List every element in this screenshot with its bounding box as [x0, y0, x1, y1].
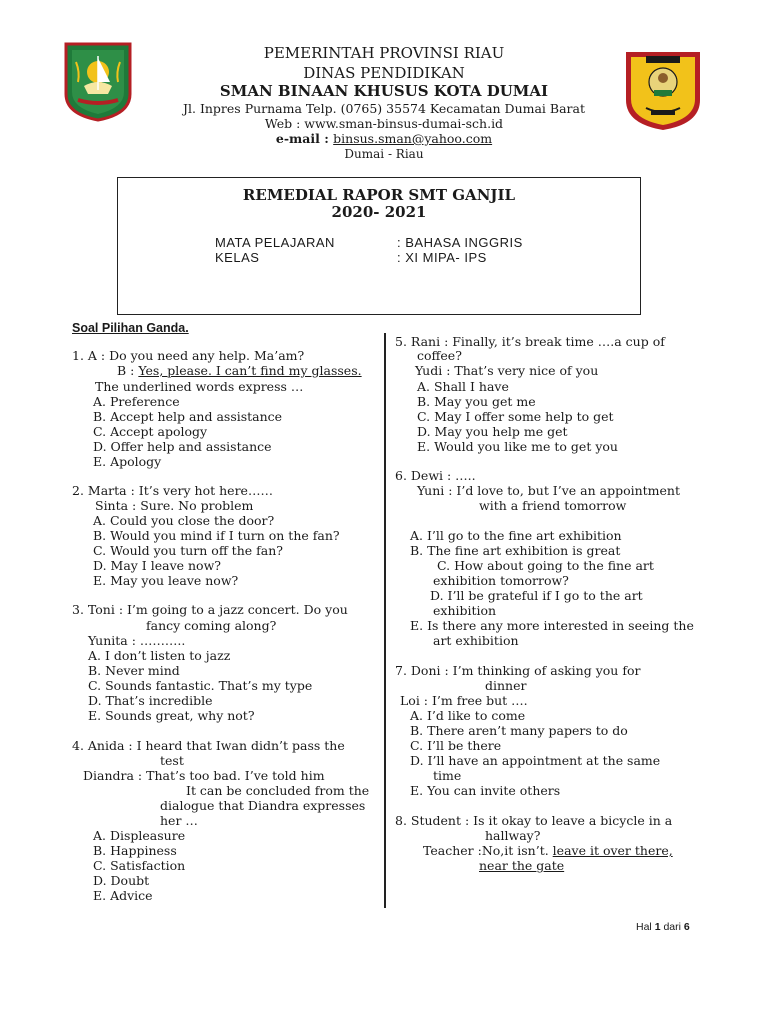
- page-hal-label: Hal: [636, 921, 655, 933]
- header-email-line: [0, 131, 768, 146]
- q8-line-4: [479, 858, 564, 873]
- q4-line-1: 4. Anida : I heard that Iwan didn’t pass the: [72, 738, 345, 753]
- q1-prompt: The underlined words express …: [95, 379, 304, 394]
- q4-line-3: Diandra : That’s too bad. I’ve told him: [83, 768, 325, 783]
- header-department: DINAS PENDIDIKAN: [303, 64, 465, 82]
- page-number: [636, 921, 690, 933]
- q5-option-d[interactable]: D. May you help me get: [417, 424, 568, 439]
- q3-line-2: fancy coming along?: [146, 618, 277, 633]
- q8-line-3: [423, 843, 673, 858]
- header-city: Dumai - Riau: [344, 147, 424, 161]
- q6-option-e-cont: art exhibition: [433, 633, 519, 648]
- q5-option-c[interactable]: C. May I offer some help to get: [417, 409, 614, 424]
- q8-line-1: 8. Student : Is it okay to leave a bicycle in a: [395, 813, 673, 828]
- q3-option-a[interactable]: A. I don’t listen to jazz: [88, 648, 231, 663]
- q6-line-1: 6. Dewi : …..: [395, 468, 476, 483]
- q6-option-d-cont: exhibition: [433, 603, 497, 618]
- q7-line-2: dinner: [485, 678, 527, 693]
- q7-option-d-cont: time: [433, 768, 462, 783]
- q6-option-d[interactable]: D. I’ll be grateful if I go to the art: [430, 588, 643, 603]
- q1-option-a[interactable]: A. Preference: [93, 394, 180, 409]
- q4-option-e[interactable]: E. Advice: [93, 888, 153, 903]
- header-school-name: SMAN BINAAN KHUSUS KOTA DUMAI: [219, 82, 549, 100]
- q2-line-2: Sinta : Sure. No problem: [95, 498, 254, 513]
- q8-teacher: Teacher :No,it isn’t.: [423, 843, 553, 858]
- q7-line-3: Loi : I’m free but ….: [400, 693, 528, 708]
- q1-underlined: Yes, please. I can’t find my glasses.: [138, 363, 362, 378]
- q6-option-c[interactable]: C. How about going to the fine art: [437, 558, 654, 573]
- header-government: PEMERINTAH PROVINSI RIAU: [263, 44, 505, 62]
- q1-line-2: [117, 363, 362, 378]
- q6-line-3: with a friend tomorrow: [479, 498, 627, 513]
- page-dari-label: dari: [660, 921, 684, 933]
- q4-option-a[interactable]: A. Displeasure: [93, 828, 186, 843]
- q2-option-a[interactable]: A. Could you close the door?: [93, 513, 275, 528]
- q2-line-1: 2. Marta : It’s very hot here……: [72, 483, 273, 498]
- q7-option-d[interactable]: D. I’ll have an appointment at the same: [410, 753, 661, 768]
- q8-underlined-2: near the gate: [479, 858, 565, 873]
- q1-option-e[interactable]: E. Apology: [93, 454, 162, 469]
- section-title: Soal Pilihan Ganda.: [72, 321, 189, 335]
- q4-option-c[interactable]: C. Satisfaction: [93, 858, 186, 873]
- page-total: 6: [683, 921, 690, 933]
- q1-speaker-b: B :: [117, 363, 139, 378]
- q1-option-d[interactable]: D. Offer help and assistance: [93, 439, 272, 454]
- q2-option-e[interactable]: E. May you leave now?: [93, 573, 239, 588]
- q7-option-b[interactable]: B. There aren’t many papers to do: [410, 723, 628, 738]
- q1-option-c[interactable]: C. Accept apology: [93, 424, 208, 439]
- header-website: Web : www.sman-binsus-dumai-sch.id: [264, 116, 504, 131]
- q5-line-2: coffee?: [417, 348, 462, 363]
- q4-line-6: her …: [160, 813, 198, 828]
- q8-underlined-1: leave it over there,: [552, 843, 673, 858]
- q7-option-e[interactable]: E. You can invite others: [410, 783, 561, 798]
- q3-option-b[interactable]: B. Never mind: [88, 663, 180, 678]
- class-value: : XI MIPA- IPS: [397, 250, 487, 265]
- email-label: e-mail :: [275, 131, 334, 146]
- q2-option-c[interactable]: C. Would you turn off the fan?: [93, 543, 283, 558]
- q8-line-2: hallway?: [485, 828, 541, 843]
- q6-option-e[interactable]: E. Is there any more interested in seeing the: [410, 618, 694, 633]
- q5-line-1: 5. Rani : Finally, it’s break time ….a cup of: [395, 334, 665, 349]
- q4-line-2: test: [160, 753, 184, 768]
- q2-option-b[interactable]: B. Would you mind if I turn on the fan?: [93, 528, 340, 543]
- title-box: [117, 177, 641, 315]
- q3-option-e[interactable]: E. Sounds great, why not?: [88, 708, 255, 723]
- q5-option-e[interactable]: E. Would you like me to get you: [417, 439, 618, 454]
- q3-option-c[interactable]: C. Sounds fantastic. That’s my type: [88, 678, 313, 693]
- q5-option-b[interactable]: B. May you get me: [417, 394, 536, 409]
- column-divider: [384, 333, 386, 908]
- q7-line-1: 7. Doni : I’m thinking of asking you for: [395, 663, 641, 678]
- subject-label: MATA PELAJARAN: [215, 235, 335, 250]
- q7-option-c[interactable]: C. I’ll be there: [410, 738, 502, 753]
- q4-line-4: It can be concluded from the: [186, 783, 370, 798]
- q6-option-c-cont: exhibition tomorrow?: [433, 573, 569, 588]
- header-address: Jl. Inpres Purnama Telp. (0765) 35574 Kecamatan Dumai Barat: [182, 101, 585, 116]
- q7-option-a[interactable]: A. I’d like to come: [410, 708, 526, 723]
- doc-title: REMEDIAL RAPOR SMT GANJIL: [242, 186, 516, 204]
- q5-option-a[interactable]: A. Shall I have: [417, 379, 509, 394]
- q4-option-d[interactable]: D. Doubt: [93, 873, 150, 888]
- q3-line-1: 3. Toni : I’m going to a jazz concert. Do you: [72, 602, 348, 617]
- q1-line-1: 1. A : Do you need any help. Ma’am?: [72, 348, 305, 363]
- q6-option-b[interactable]: B. The fine art exhibition is great: [410, 543, 621, 558]
- q4-option-b[interactable]: B. Happiness: [93, 843, 177, 858]
- q2-option-d[interactable]: D. May I leave now?: [93, 558, 221, 573]
- q6-option-a[interactable]: A. I’ll go to the fine art exhibition: [410, 528, 622, 543]
- email-link[interactable]: binsus.sman@yahoo.com: [333, 131, 493, 146]
- q4-line-5: dialogue that Diandra expresses: [160, 798, 366, 813]
- class-label: KELAS: [215, 250, 260, 265]
- page-current: 1: [654, 921, 661, 933]
- q1-option-b[interactable]: B. Accept help and assistance: [93, 409, 283, 424]
- q6-line-2: Yuni : I’d love to, but I’ve an appointment: [417, 483, 681, 498]
- subject-value: : BAHASA INGGRIS: [397, 235, 523, 250]
- q3-option-d[interactable]: D. That’s incredible: [88, 693, 213, 708]
- q5-line-3: Yudi : That’s very nice of you: [415, 363, 599, 378]
- q3-line-3: Yunita : ………..: [88, 633, 186, 648]
- doc-year: 2020- 2021: [331, 203, 427, 221]
